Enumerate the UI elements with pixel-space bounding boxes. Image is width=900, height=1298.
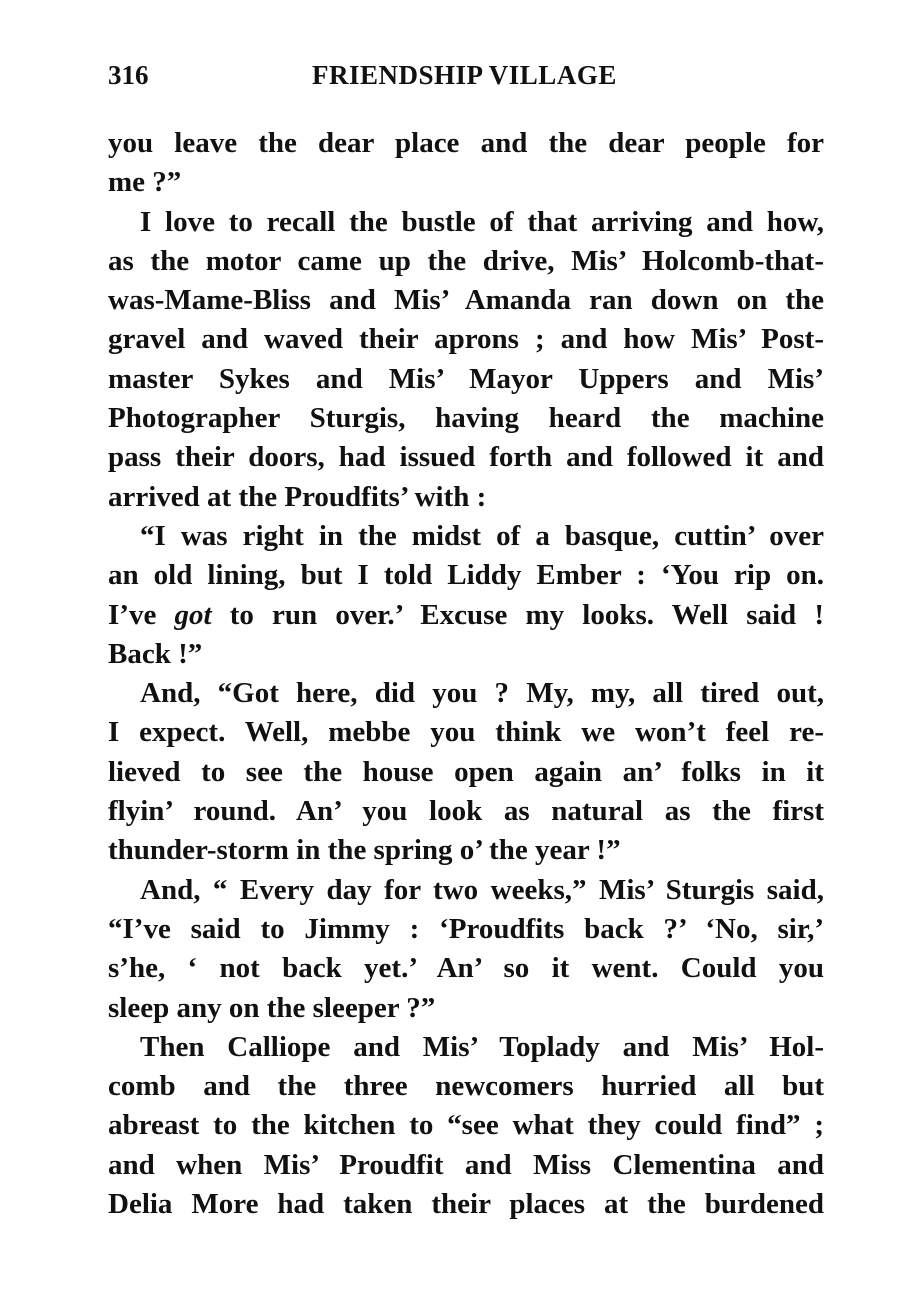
text-line: comb and the three newcomers hurried all but [108,1070,824,1103]
text-line: I love to recall the bustle of that arriving and how, [140,205,824,238]
text-line: gravel and waved their aprons ; and how Mis’ Post- [108,323,824,356]
text-line: sleep any on the sleeper ?” [108,991,436,1024]
text-line: you leave the dear place and the dear people for [108,127,824,159]
text-line: an old lining, but I told Liddy Ember : ‘You rip on. [108,559,824,592]
text-line: and when Mis’ Proudfit and Miss Clementina and [108,1148,824,1181]
text-segment: I’ve [108,598,175,631]
text-line: abreast to the kitchen to “see what they could find” ; [108,1109,824,1142]
text-line: lieved to see the house open again an’ folks in it [108,755,824,788]
body-text [108,124,824,1224]
text-line: as the motor came up the drive, Mis’ Holcomb-that- [108,244,824,277]
italic-word: got [174,598,212,631]
text-line: Photographer Sturgis, having heard the machine [108,402,824,435]
text-line: Back !” [108,637,203,670]
text-segment: to run over.’ Excuse my looks. Well said ! [211,598,824,631]
text-line: Then Calliope and Mis’ Toplady and Mis’ Hol- [140,1030,824,1063]
text-line: “I was right in the midst of a basque, cuttin’ over [140,519,824,552]
text-line: master Sykes and Mis’ Mayor Uppers and Mis’ [108,362,824,395]
text-line: And, “Got here, did you ? My, my, all tired out, [140,677,824,710]
book-title: FRIENDSHIP VILLAGE [312,60,617,90]
text-line: was-Mame-Bliss and Mis’ Amanda ran down on the [108,284,824,317]
text-line: pass their doors, had issued forth and followed it and [108,441,824,474]
text-line: And, “ Every day for two weeks,” Mis’ Sturgis said, [140,873,824,906]
text-line: s’he, ‘ not back yet.’ An’ so it went. Could you [108,952,824,985]
text-line: arrived at the Proudfits’ with : [108,480,487,513]
text-line [108,596,824,635]
text-line: “I’ve said to Jimmy : ‘Proudfits back ?’ ‘No, sir,’ [108,912,824,945]
page-number: 316 [108,60,149,90]
text-line: I expect. Well, mebbe you think we won’t feel re- [108,716,824,749]
text-line: Delia More had taken their places at the burdened [108,1188,824,1221]
text-line: flyin’ round. An’ you look as natural as the first [108,795,824,828]
running-head [108,60,824,100]
text-line: me ?” [108,166,182,199]
text-line: thunder-storm in the spring o’ the year !” [108,834,621,867]
